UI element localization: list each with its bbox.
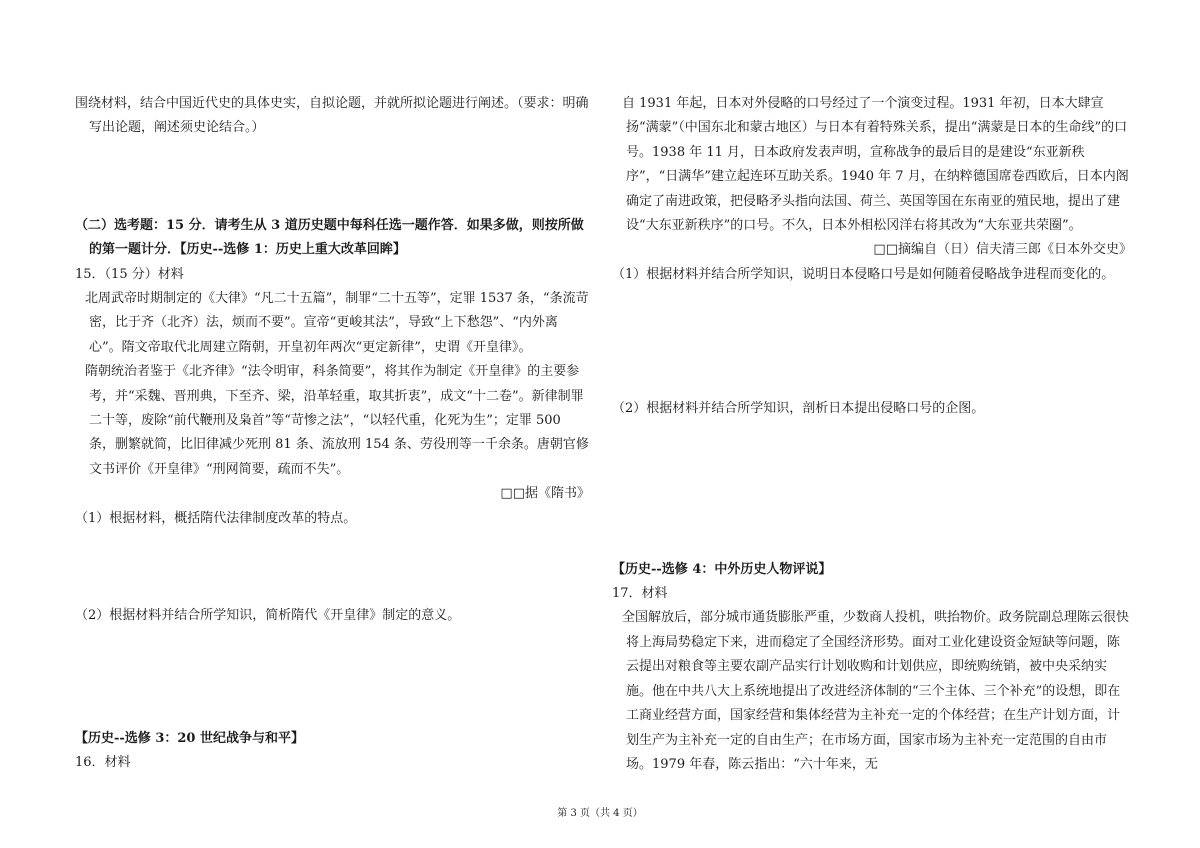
left-column (75, 92, 590, 775)
elective-4-heading: 【历史--选修 4：中外历史人物评说】 (612, 561, 832, 577)
q16-source: □□摘编自（日）信夫清三郎《日本外交史》 (873, 242, 1132, 258)
elective-3-heading: 【历史--选修 3：20 世纪战争与和平】 (75, 730, 304, 746)
q17-label: 17．材料 (612, 586, 668, 602)
q15-material-para2: 隋朝统治者鉴于《北齐律》“法令明审，科条简要”，将其作为制定《开皇律》的主要参考，并“采魏、晋刑典，下至齐、梁，沿革轻重，取其折衷”，成文“十二卷”。新律制罪二十等，废除“前代鞭刑及枭首”等“苛惨之法”，“以轻代重，化死为生”；定罪 500 条，删繁就简，比旧律减少死刑 81 条、流放刑 154 条、劳役刑等一千余条。唐朝官修文书评价《开皇律》“刑网简要，疏而不失”。 (85, 364, 589, 477)
q15-material-para1: 北周武帝时期制定的《大律》“凡二十五篇”，制罪“二十五等”，定罪 1537 条，“条流苛密，比于齐（北齐）法，烦而不要”。宣帝“更峻其法”，导致“上下愁怨”、“内外离心”。隋文帝取代北周建立隋朝，开皇初年两次“更定新律”，史谓《开皇律》。 (85, 291, 589, 355)
section-two-heading: （二）选考题：15 分．请考生从 3 道历史题中每科任选一题作答．如果多做，则按所做的第一题计分．【历史--选修 1：历史上重大改革回眸】 (75, 217, 584, 258)
q16-label: 16．材料 (75, 754, 131, 770)
q17-material: 全国解放后，部分城市通货膨胀严重，少数商人投机，哄抬物价。政务院副总理陈云很快将上海局势稳定下来，进而稳定了全国经济形势。面对工业化建设资金短缺等问题，陈云提出对粮食等主要农副产品实行计划收购和计划供应，即统购统销，被中央采纳实施。他在中共八大上系统地提出了改进经济体制的“三个主体、三个补充”的设想，即在工商业经营方面，国家经营和集体经营为主补充一定的个体经营；在生产计划方面，计划生产为主补充一定的自由生产；在市场方面，国家市场为主补充一定范围的自由市场。1979 年春，陈云指出：“六十年来，无 (622, 610, 1130, 772)
q16-material: 自 1931 年起，日本对外侵略的口号经过了一个演变过程。1931 年初，日本大肆宣扬“满蒙”（中国东北和蒙古地区）与日本有着特殊关系，提出“满蒙是日本的生命线”的口号。1938 年 11 月，日本政府发表声明，宣称战争的最后目的是建设“东亚新秩序”，“日满华”建立起连环互助关系。1940 年 7 月，在纳粹德国席卷西欧后，日本内阁确定了南进政策，把侵略矛头指向法国、荷兰、英国等国在东南亚的殖民地，提出了建设“大东亚新秩序”的口号。不久，日本外相松冈洋右将其改为“大东亚共荣圈”。 (622, 96, 1129, 234)
right-column (612, 92, 1132, 777)
q15-subquestion-2: （2）根据材料并结合所学知识，简析隋代《开皇律》制定的意义。 (75, 608, 461, 624)
q15-subquestion-1: （1）根据材料，概括隋代法律制度改革的特点。 (75, 510, 357, 526)
intro-question: 围绕材料，结合中国近代史的具体史实，自拟论题，并就所拟论题进行阐述。（要求：明确写出论题，阐述须史论结合。） (75, 96, 589, 136)
page-footer: 第 3 页（共 4 页） (557, 808, 643, 819)
q15-source: □□据《隋书》 (500, 486, 590, 502)
q16-subquestion-1: （1）根据材料并结合所学知识，说明日本侵略口号是如何随着侵略战争进程而变化的。 (612, 266, 1115, 282)
q16-subquestion-2: （2）根据材料并结合所学知识，剖析日本提出侵略口号的企图。 (612, 401, 985, 417)
q15-label: 15．（15 分）材料 (75, 266, 184, 282)
